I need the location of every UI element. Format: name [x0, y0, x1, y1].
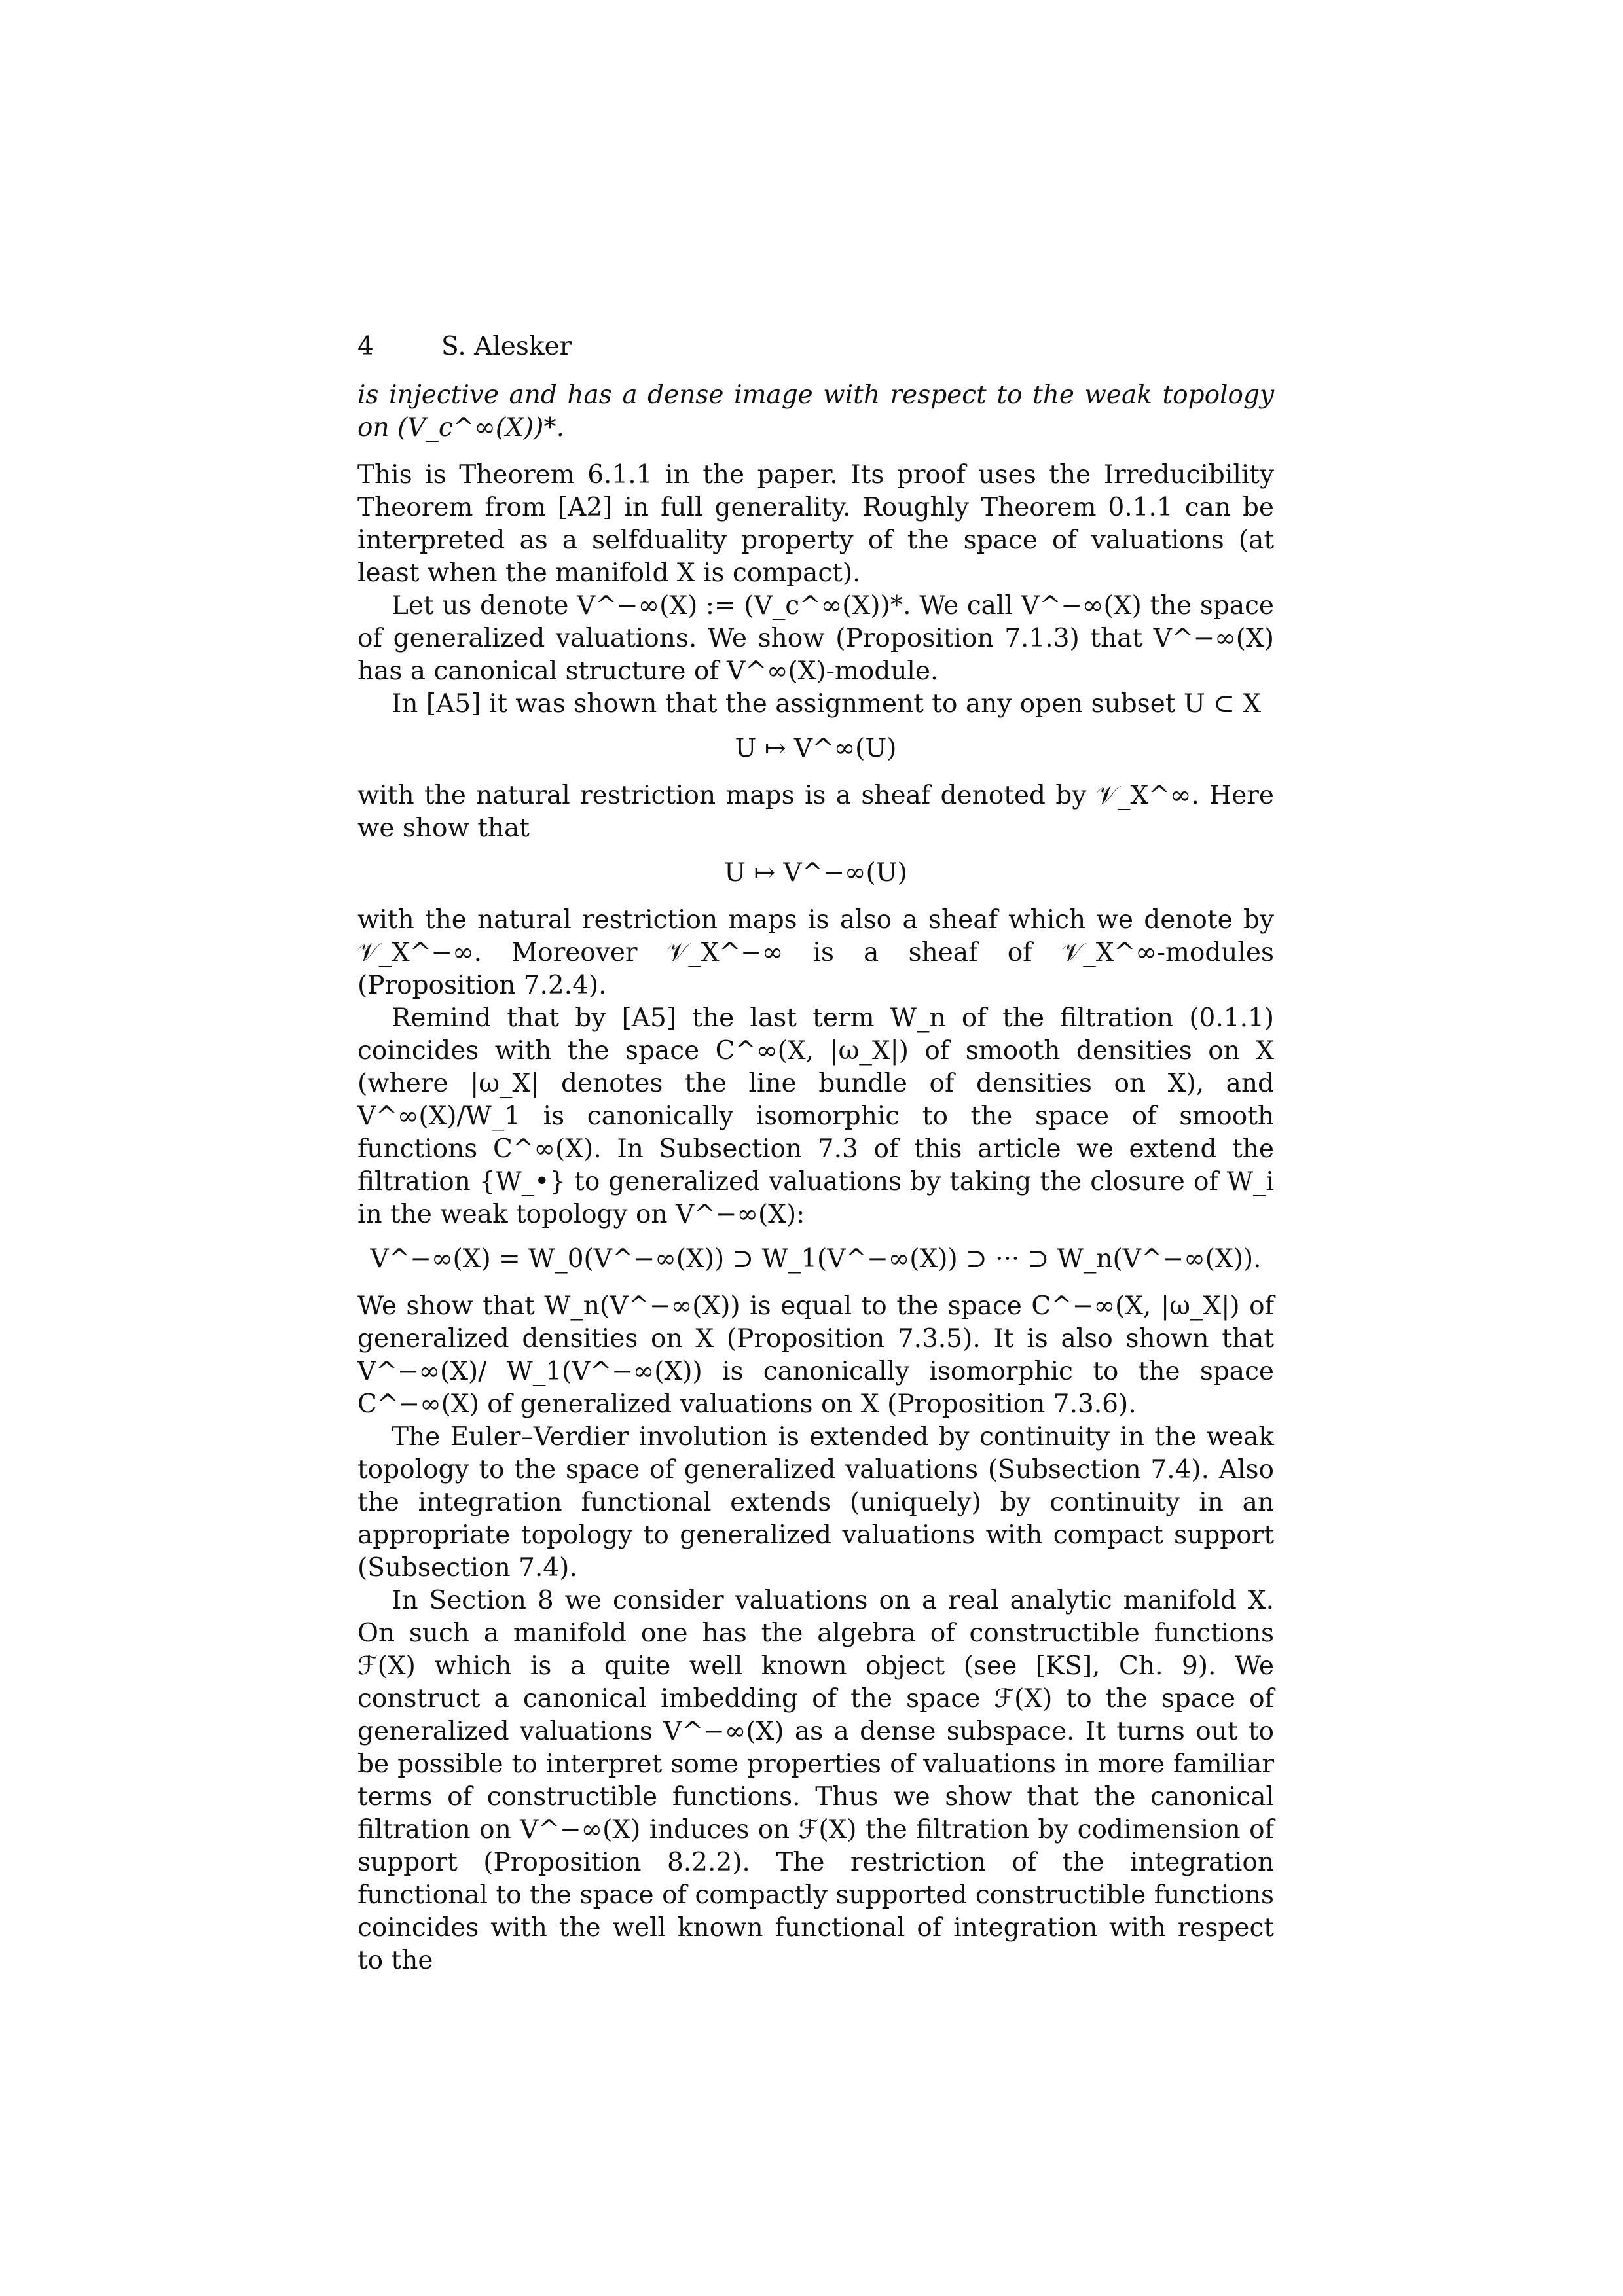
running-author: S. Alesker: [441, 332, 572, 361]
paragraph-section-8: In Section 8 we consider valuations on a real analytic manifold X. On such a manifold one has the algebra of constructible functions ℱ(X) which is a quite well known object (see [KS], Ch. 9). We construct a canonical imbedding of the space ℱ(X) to the space of generalized valuations V^−∞(X) as a dense subspace. It turns out to be possible to interpret some properties of valuations in more familiar terms of constructible functions. Thus we show that the canonical filtration on V^−∞(X) induces on ℱ(X) the filtration by codimension of support (Proposition 8.2.2). The restriction of the integration functional to the space of compactly supported constructible functions coincides with the well known functional of integration with respect to the: [357, 1586, 1274, 1975]
paragraph-sheaf-denoted: with the natural restriction maps is a sheaf denoted by 𝒱_X^∞. Here we show that: [357, 781, 1274, 843]
paragraph-generalized-valuations: Let us denote V^−∞(X) := (V_c^∞(X))*. We call V^−∞(X) the space of generalized valuations. We show (Proposition 7.1.3) that V^−∞(X) has a canonical structure of V^∞(X)-module.: [357, 591, 1274, 686]
paragraph-filtration: Remind that by [A5] the last term W_n of the filtration (0.1.1) coincides with the space C^∞(X, |ω_X|) of smooth densities on X (where |ω_X| denotes the line bundle of densities on X), and V^∞(X)/W_1 is canonically isomorphic to the space of smooth functions C^∞(X). In Subsection 7.3 of this article we extend the filtration {W_•} to generalized valuations by taking the closure of W_i in the weak topology on V^−∞(X):: [357, 1003, 1274, 1229]
paragraph-sheaf-intro: In [A5] it was shown that the assignment to any open subset U ⊂ X: [392, 689, 1262, 719]
paragraph-euler-verdier: The Euler–Verdier involution is extended by continuity in the weak topology to the space of generalized valuations (Subsection 7.4). Also the integration functional extends (uniquely) by continuity in an appropriate topology to generalized valuations with compact support (Subsection 7.4).: [357, 1422, 1274, 1583]
paragraph-sheaf-modules: with the natural restriction maps is also a sheaf which we denote by 𝒱_X^−∞. Moreover 𝒱_X^−∞ is a sheaf of 𝒱_X^∞-modules (Proposition 7.2.4).: [357, 905, 1274, 1000]
page-body: [357, 331, 1274, 1977]
equation-sheaf-smooth: U ↦ V^∞(U): [735, 734, 897, 763]
paragraph-densities: We show that W_n(V^−∞(X)) is equal to the space C^−∞(X, |ω_X|) of generalized densities on X (Proposition 7.3.5). It is also shown that V^−∞(X)/ W_1(V^−∞(X)) is canonically isomorphic to the space C^−∞(X) of generalized valuations on X (Proposition 7.3.6).: [357, 1291, 1274, 1419]
theorem-continuation: is injective and has a dense image with respect to the weak topology on (V_c^∞(X))*.: [357, 380, 1274, 442]
paragraph-theorem-remark: This is Theorem 6.1.1 in the paper. Its proof uses the Irreducibility Theorem from [A2] in full generality. Roughly Theorem 0.1.1 can be interpreted as a selfduality property of the space of valuations (at least when the manifold X is compact).: [357, 460, 1274, 588]
equation-sheaf-generalized: U ↦ V^−∞(U): [724, 858, 907, 888]
equation-filtration: V^−∞(X) = W_0(V^−∞(X)) ⊃ W_1(V^−∞(X)) ⊃ ··· ⊃ W_n(V^−∞(X)).: [370, 1244, 1262, 1274]
page-number: 4: [357, 332, 374, 361]
running-header: [357, 331, 1274, 363]
